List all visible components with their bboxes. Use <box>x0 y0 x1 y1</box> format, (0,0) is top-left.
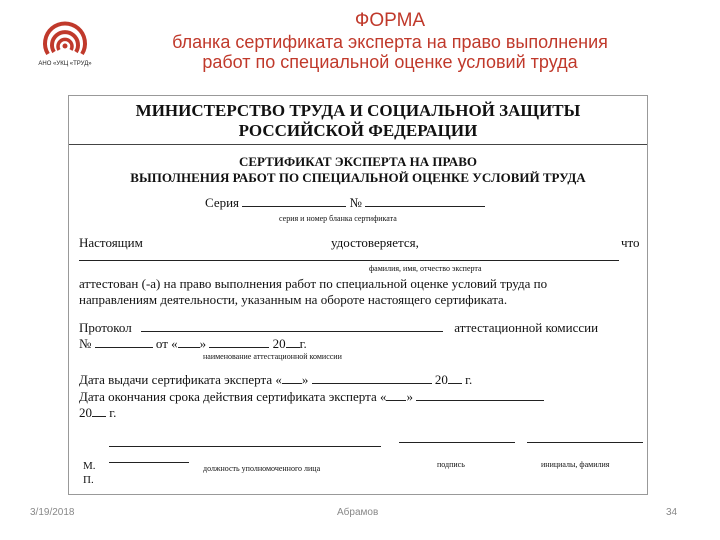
expiry-quote-close: » <box>406 389 413 404</box>
series-hint: серия и номер бланка сертификата <box>279 214 397 223</box>
issue-year-blank <box>448 373 462 384</box>
slide-subtitle <box>120 32 660 72</box>
ministry-line1: МИНИСТЕРСТВО ТРУДА И СОЦИАЛЬНОЙ ЗАЩИТЫ <box>135 101 581 120</box>
issue-year-suffix: г. <box>465 372 473 387</box>
slide-subtitle-line2: работ по специальной оценке условий труда <box>202 52 578 72</box>
header-divider <box>69 144 647 145</box>
issue-year-label: 20 <box>434 372 448 387</box>
protocol-year-blank <box>286 337 300 348</box>
footer-date: 3/19/2018 <box>30 507 75 518</box>
protocol-number-row <box>79 336 307 352</box>
expiry-day-blank <box>386 390 406 401</box>
protocol-quote-close: » <box>199 336 207 351</box>
protocol-month-blank <box>209 337 269 348</box>
issue-quote-close: » <box>301 372 309 387</box>
number-label: № <box>349 195 362 210</box>
signature-top-blank <box>399 442 515 443</box>
logo-caption: АНО «УКЦ «ТРУД» <box>38 61 92 67</box>
certify-word2: удостоверяется, <box>331 235 419 250</box>
issue-day-blank <box>282 373 302 384</box>
series-row <box>205 195 485 211</box>
protocol-from-label: от « <box>155 336 178 351</box>
initials-hint: инициалы, фамилия <box>541 460 610 469</box>
protocol-no-label: № <box>79 336 92 351</box>
logo <box>30 14 100 74</box>
ministry-line2: РОССИЙСКОЙ ФЕДЕРАЦИИ <box>238 121 478 140</box>
cert-title-line2: ВЫПОЛНЕНИЯ РАБОТ ПО СПЕЦИАЛЬНОЙ ОЦЕНКЕ УСЛОВИЙ ТРУДА <box>130 170 586 185</box>
position-blank <box>109 446 381 447</box>
commission-label: аттестационной комиссии <box>454 320 599 335</box>
protocol-day-blank <box>178 337 200 348</box>
cert-title-line1: СЕРТИФИКАТ ЭКСПЕРТА НА ПРАВО <box>239 154 477 169</box>
protocol-label: Протокол <box>79 320 132 335</box>
issue-month-blank <box>312 373 432 384</box>
certify-word3: что <box>621 235 640 250</box>
protocol-blank <box>141 321 443 332</box>
expiry-month-blank <box>416 390 544 401</box>
protocol-year-label: 20 <box>272 336 286 351</box>
protocol-year-suffix: г. <box>299 336 307 351</box>
expiry-year-label: 20 <box>79 405 92 420</box>
expiry-year-blank <box>92 406 106 417</box>
protocol-row <box>79 320 598 336</box>
expiry-label: Дата окончания срока действия сертификата эксперта « <box>79 389 387 404</box>
slide-subtitle-line1: бланка сертификата эксперта на право выполнения <box>172 32 608 52</box>
certificate-title <box>69 154 647 186</box>
attested-line2: направлениям деятельности, указанным на обороте настоящего сертификата. <box>79 292 508 307</box>
attested-line1: аттестован (-а) на право выполнения работ по специальной оценке условий труда по <box>79 276 548 291</box>
footer-author: Абрамов <box>337 507 379 518</box>
ministry-header <box>69 101 647 141</box>
certify-word1: Настоящим <box>79 235 143 250</box>
expiry-year-suffix: г. <box>109 405 117 420</box>
commission-hint: наименование аттестационной комиссии <box>203 352 342 361</box>
slide-title: ФОРМА <box>354 10 426 31</box>
expiry-date-row <box>79 389 544 405</box>
certificate-form <box>68 95 648 495</box>
number-blank <box>365 196 485 207</box>
signature-hint: подпись <box>437 460 465 469</box>
name-blank <box>79 260 619 261</box>
issue-label: Дата выдачи сертификата эксперта « <box>79 372 282 387</box>
series-blank <box>242 196 346 207</box>
stamp-p: П. <box>83 474 94 486</box>
protocol-no-blank <box>95 337 153 348</box>
expiry-year-row <box>79 405 116 421</box>
stamp-m: М. <box>83 460 96 472</box>
series-label: Серия <box>205 195 240 210</box>
position-hint: должность уполномоченного лица <box>203 464 321 473</box>
initials-top-blank <box>527 442 643 443</box>
position-short-blank <box>109 462 189 463</box>
footer-page-number: 34 <box>666 507 678 518</box>
logo-emblem-icon <box>40 14 90 60</box>
issue-date-row <box>79 372 472 388</box>
name-hint: фамилия, имя, отчество эксперта <box>369 264 482 273</box>
